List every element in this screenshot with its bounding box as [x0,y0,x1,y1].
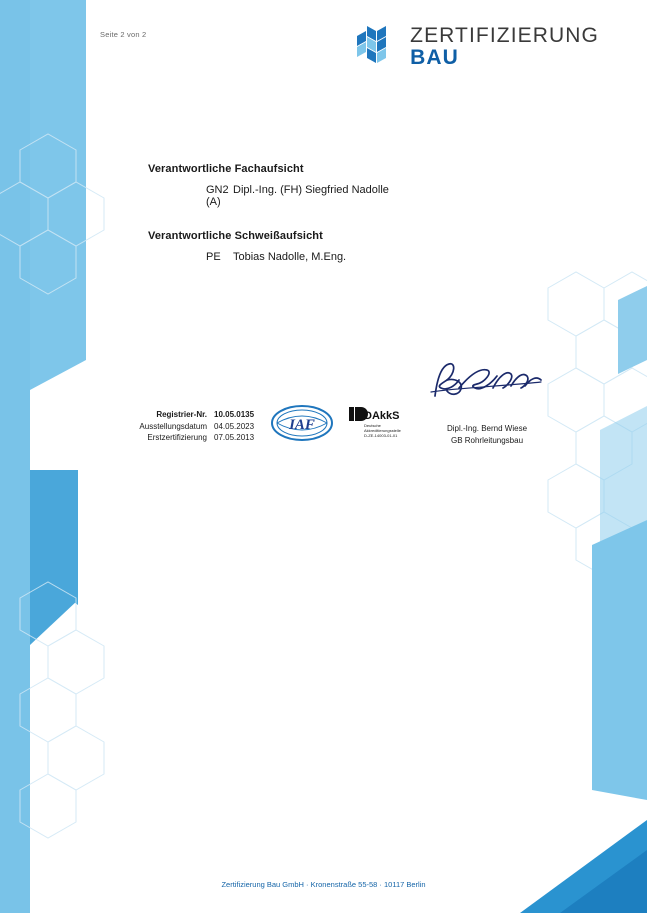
dakks-logo-icon [345,404,407,446]
meta-value: 07.05.2013 [214,433,255,442]
logo-text-line1: ZERTIFIZIERUNG [410,23,599,47]
meta-row-issue-date [118,422,274,431]
meta-label: Ausstellungsdatum [139,421,207,431]
meta-label: Erstzertifizierung [147,433,207,442]
page-number: Seite 2 von 2 [100,30,147,39]
signer-name: Dipl.-Ing. Bernd Wiese [446,424,528,433]
section-code: PE [206,251,221,263]
meta-row-first-certification [118,433,274,442]
signer-department: GB Rohrleitungsbau [450,435,524,445]
svg-text:IAF: IAF [289,417,315,433]
registration-meta [118,410,274,445]
section-title: Verantwortliche Schweißaufsicht [148,230,323,242]
section-schweissaufsicht [148,230,346,263]
meta-row-registration [118,410,274,419]
svg-text:Deutsche: Deutsche [364,423,381,428]
section-row [148,251,346,263]
section-fachaufsicht [148,163,389,208]
footer-address: Zertifizierung Bau GmbH · Kronenstraße 55-58 · 10117 Berlin [221,880,426,889]
meta-value: 10.05.0135 [214,410,255,419]
svg-text:DAkkS: DAkkS [364,410,400,422]
signer-block [412,423,562,446]
svg-text:D-ZE-14003-01-01: D-ZE-14003-01-01 [364,433,398,438]
brand-logo [352,22,599,70]
section-title: Verantwortliche Fachaufsicht [148,163,304,175]
meta-label: Registrier-Nr. [156,410,207,419]
section-row [148,184,389,208]
iaf-logo-icon [271,403,333,443]
logo-text-line2: BAU [410,45,459,69]
cube-blocks-icon [352,22,400,70]
section-code: GN2 (A) [206,184,229,208]
section-value: Dipl.-Ing. (FH) Siegfried Nadolle [233,184,389,196]
signature-image [425,358,545,406]
svg-text:Akkreditierungsstelle: Akkreditierungsstelle [364,428,401,433]
meta-value: 04.05.2023 [214,421,255,431]
section-value: Tobias Nadolle, M.Eng. [233,251,347,263]
